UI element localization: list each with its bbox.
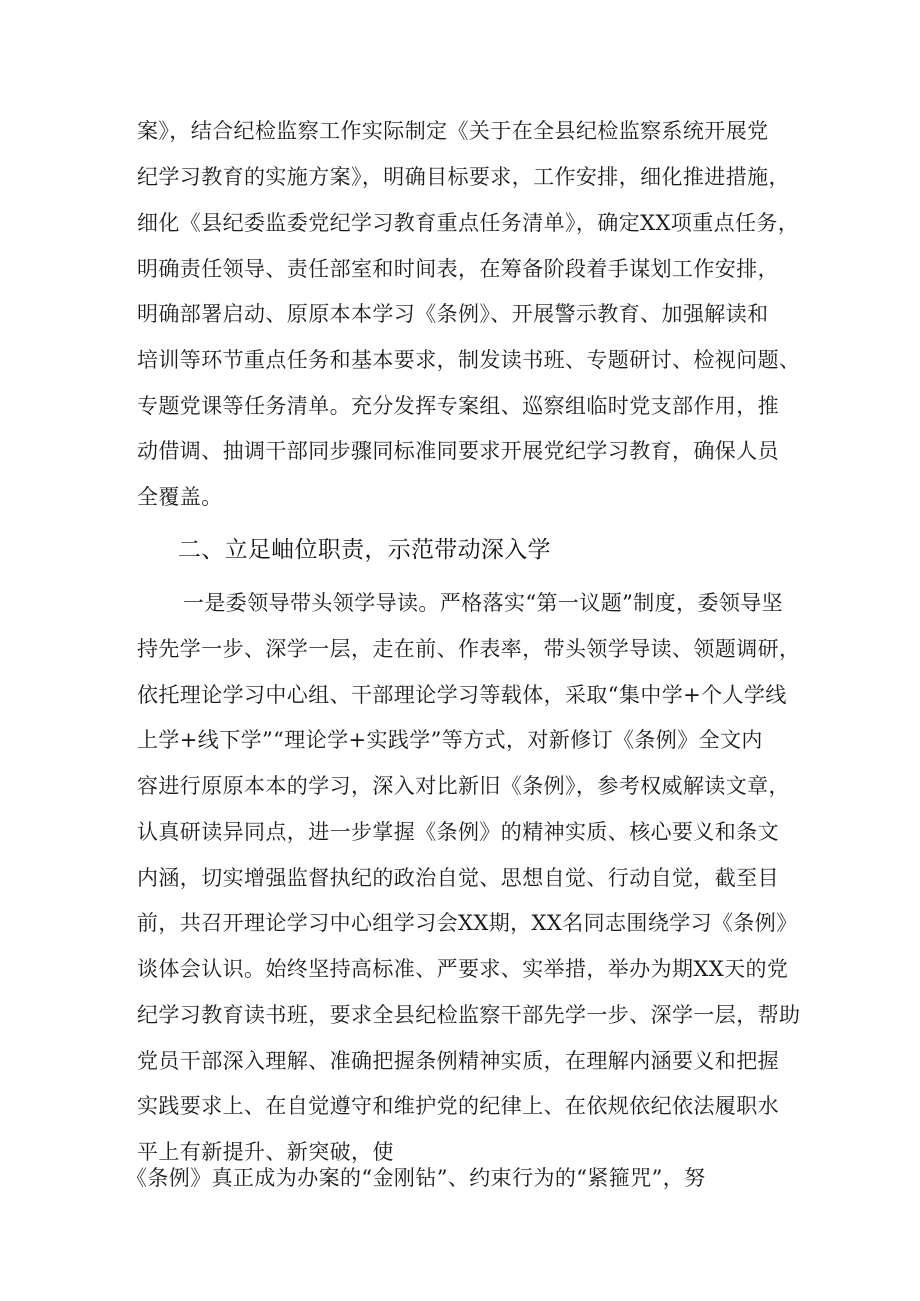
paragraph-2-line: 党员干部深入理解、准确把握条例精神实质，在理解内涵要义和把握 [137,1049,779,1073]
paragraph-3-line: 《条例》真正成为办案的“金刚钻”、约束行为的“紧箍咒”，努 [126,1166,706,1190]
paragraph-1-line: 明确部署启动、原原本本学习《条例》、开展警示教育、加强解读和 [137,302,769,326]
paragraph-1-line: 案》，结合纪检监察工作实际制定《关于在全县纪检监察系统开展党 [137,119,769,143]
paragraph-1-line: 专题党课等任务清单。充分发挥专案组、巡察组临时党支部作用，推 [137,394,779,418]
paragraph-1-line: 全覆盖。 [137,485,223,509]
paragraph-2-line: 认真研读异同点，进一步掌握《条例》的精神实质、核心要义和条文 [137,820,779,844]
paragraph-1-line: 培训等环节重点任务和基本要求，制发读书班、专题研讨、检视问题、 [137,348,801,372]
paragraph-2-line: 实践要求上、在自觉遵守和维护党的纪律上、在依规依纪依法履职水 [137,1094,779,1118]
paragraph-2-line: 平上有新提升、新突破，使 [137,1140,394,1164]
paragraph-2-line: 一是委领导带头领学导读。严格落实“第一议题”制度，委领导坚 [183,591,784,615]
paragraph-2-line: 上学+线下学”“理论学+实践学”等方式，对新修订《条例》全文内 [137,728,763,752]
paragraph-1-line: 动借调、抽调干部同步骤同标准同要求开展党纪学习教育，确保人员 [137,439,779,463]
paragraph-1-line: 细化《县纪委监委党纪学习教育重点任务清单》，确定XX项重点任务， [137,211,800,235]
section-heading: 二、立足岫位职责，示范带动深入学 [178,537,551,563]
paragraph-2-line: 内涵，切实增强监督执纪的政治自觉、思想自觉、行动自觉，截至目 [137,866,779,890]
paragraph-2-line: 谈体会认识。始终坚持高标准、严要求、实举措，举办为期XX天的党 [137,957,789,981]
paragraph-2-line: 前，共召开理论学习中心组学习会XX期，XX名同志围绕学习《条例》 [137,911,798,935]
paragraph-2-line: 纪学习教育读书班，要求全县纪检监察干部先学一步、深学一层，帮助 [137,1003,801,1027]
paragraph-2-line: 依托理论学习中心组、干部理论学习等载体，采取“集中学+个人学线 [137,683,787,707]
paragraph-1-line: 明确责任领导、责任部室和时间表，在筹备阶段着手谋划工作安排， [137,257,779,281]
paragraph-2-line: 持先学一步、深学一层，走在前、作表率，带头领学导读、领题调研， [137,637,801,661]
paragraph-2-line: 容进行原原本本的学习，深入对比新旧《条例》，参考权威解读文章， [137,774,790,798]
paragraph-1-line: 纪学习教育的实施方案》，明确目标要求，工作安排，细化推进措施， [137,165,790,189]
